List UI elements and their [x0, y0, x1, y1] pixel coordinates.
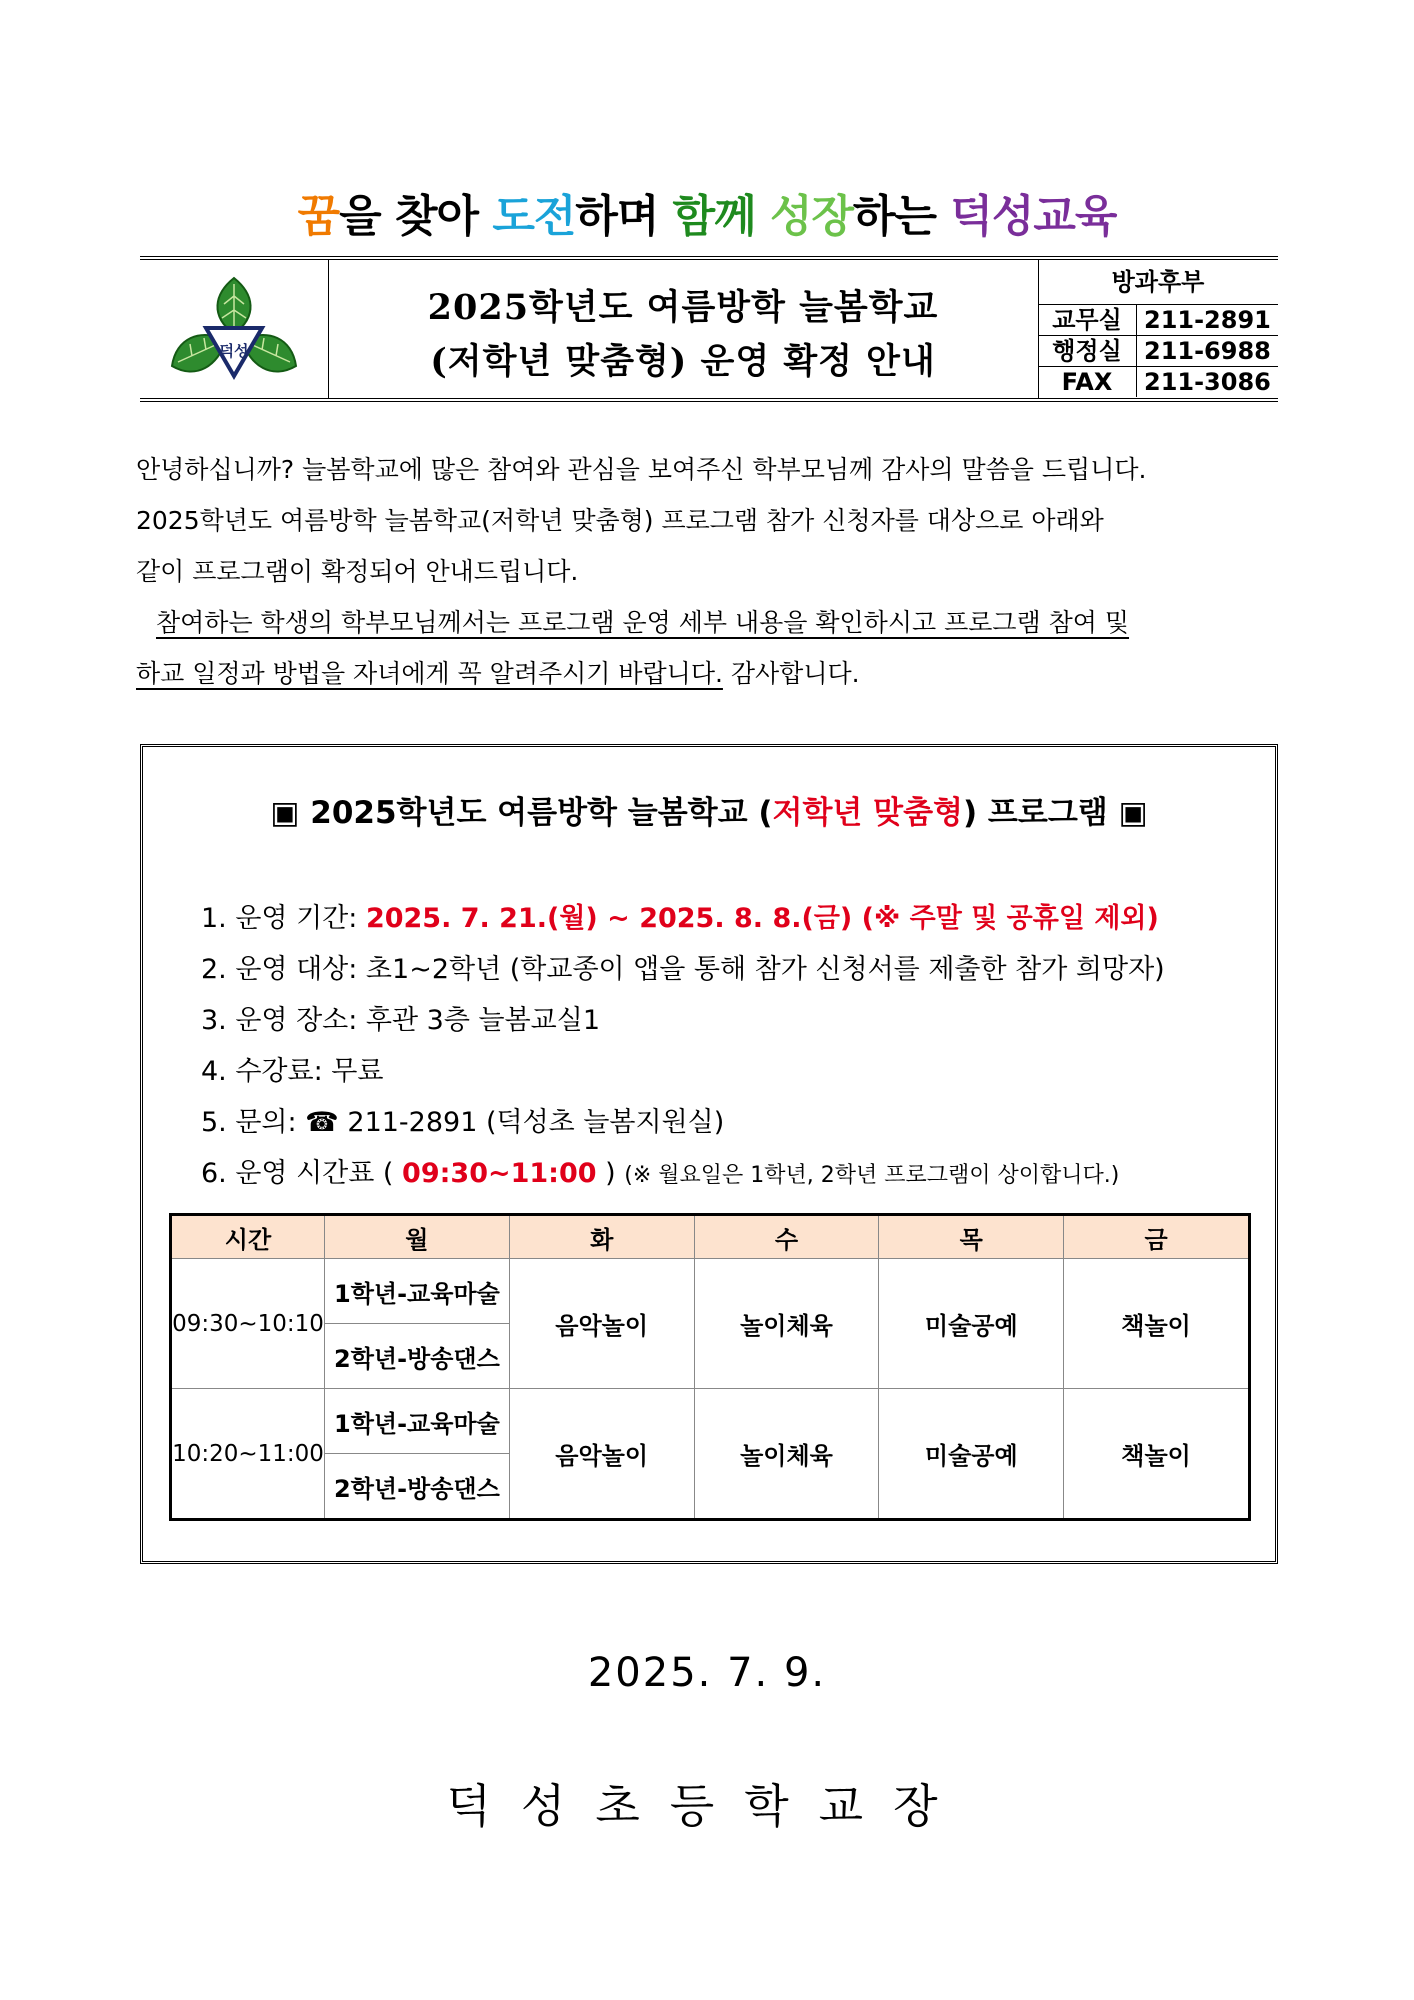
list-item: 3. 운영 장소: 후관 3층 늘봄교실1 [201, 1005, 601, 1036]
list-item: 5. 문의: ☎ 211-2891 (덕성초 늘봄지원실) [201, 1107, 725, 1138]
program-title [143, 787, 1275, 832]
contact-label: 행정실 [1038, 336, 1137, 366]
signer-name: 덕성초등학교장 [446, 1779, 968, 1833]
program-title-highlight: 저학년 맞춤형 [772, 795, 963, 831]
column-header: 월 [324, 1215, 509, 1259]
list-item [201, 893, 1165, 944]
column-header: 수 [694, 1215, 879, 1259]
timetable-label: 6. 운영 시간표 ( [201, 1158, 403, 1189]
table-row [171, 1389, 1250, 1454]
slogan-part: 을 찾아 [339, 191, 493, 242]
document-header [140, 256, 1278, 402]
paragraph-notice-line2: 같이 프로그램이 확정되어 안내드립니다. [136, 557, 579, 586]
wednesday-cell: 놀이체육 [694, 1259, 879, 1389]
friday-cell: 책놀이 [1064, 1389, 1250, 1520]
school-slogan [0, 180, 1414, 244]
contact-label: 교무실 [1038, 305, 1137, 335]
list-item: 2. 운영 대상: 초1~2학년 (학교종이 앱을 통해 참가 신청서를 제출한 참가 희망자) [201, 954, 1165, 985]
timetable-note: (※ 월요일은 1학년, 2학년 프로그램이 상이합니다.) [624, 1163, 1120, 1188]
school-emblem-icon [166, 276, 302, 386]
timetable-close: ) [596, 1158, 625, 1189]
thanks-text: 감사합니다. [722, 659, 860, 688]
column-header: 금 [1064, 1215, 1250, 1259]
tuesday-cell: 음악놀이 [509, 1389, 694, 1520]
monday-cell: 2학년-방송댄스 [324, 1454, 509, 1520]
timetable-time: 09:30~11:00 [402, 1158, 597, 1189]
department-name: 방과후부 [1111, 268, 1205, 296]
slogan-part: 함께 [672, 191, 756, 242]
contact-number: 211-2891 [1144, 306, 1271, 334]
slogan-part: 하며 [575, 191, 673, 242]
monday-cell: 2학년-방송댄스 [324, 1324, 509, 1389]
tuesday-cell: 음악놀이 [509, 1259, 694, 1389]
contact-row [1038, 366, 1278, 397]
schedule-table [169, 1213, 1251, 1521]
contact-number: 211-3086 [1144, 368, 1271, 396]
column-header: 시간 [171, 1215, 325, 1259]
program-title-post: ) 프로그램 ▣ [962, 795, 1148, 831]
contact-label: FAX [1038, 367, 1137, 397]
monday-cell: 1학년-교육마술 [324, 1259, 509, 1324]
contact-info [1038, 260, 1278, 398]
document-title [328, 260, 1039, 398]
paragraph-request-line1 [156, 597, 1302, 648]
title-line-2: (저학년 맞춤형) 운영 확정 안내 [430, 341, 936, 382]
program-title-pre: ▣ 2025학년도 여름방학 늘봄학교 ( [270, 795, 773, 831]
thursday-cell: 미술공예 [879, 1259, 1064, 1389]
slogan-part: 성장 [770, 191, 854, 242]
list-item: 4. 수강료: 무료 [201, 1056, 384, 1087]
slogan-part: 도전 [492, 191, 576, 242]
program-box [140, 744, 1278, 1564]
time-cell: 10:20~11:00 [171, 1389, 325, 1520]
period-label: 1. 운영 기간: [201, 903, 366, 934]
paragraph-request-line2 [136, 648, 1282, 699]
document-date: 2025. 7. 9. [587, 1650, 827, 1696]
slogan-part [756, 191, 770, 242]
period-value: 2025. 7. 21.(월) ~ 2025. 8. 8.(금) (※ 주말 및 공휴일 제외) [365, 903, 1159, 934]
slogan-part: 꿈 [297, 191, 340, 242]
table-header-row [171, 1215, 1250, 1259]
column-header: 목 [879, 1215, 1064, 1259]
contact-row [1038, 304, 1278, 335]
contact-number: 211-6988 [1144, 337, 1271, 365]
program-details-list [201, 893, 1165, 1199]
paragraph-notice-line1: 2025학년도 여름방학 늘봄학교(저학년 맞춤형) 프로그램 참가 신청자를 대상으로 아래와 [136, 506, 1104, 535]
friday-cell: 책놀이 [1064, 1259, 1250, 1389]
slogan-part: 덕성교육 [950, 191, 1117, 242]
table-row [171, 1259, 1250, 1324]
request-underlined-2: 하교 일정과 방법을 자녀에게 꼭 알려주시기 바랍니다. [136, 659, 723, 688]
slogan-part: 하는 [853, 191, 951, 242]
monday-cell: 1학년-교육마술 [324, 1389, 509, 1454]
emblem-text: 덕성 [219, 342, 249, 360]
title-line-1: 2025학년도 여름방학 늘봄학교 [427, 287, 939, 328]
logo-cell [140, 260, 329, 398]
thursday-cell: 미술공예 [879, 1389, 1064, 1520]
list-item [201, 1148, 1165, 1199]
paragraph-greeting: 안녕하십니까? 늘봄학교에 많은 참여와 관심을 보여주신 학부모님께 감사의 말씀을 드립니다. [136, 455, 1147, 484]
request-underlined-1: 참여하는 학생의 학부모님께서는 프로그램 운영 세부 내용을 확인하시고 프로그램 참여 및 [156, 608, 1130, 637]
column-header: 화 [509, 1215, 694, 1259]
wednesday-cell: 놀이체육 [694, 1389, 879, 1520]
contact-row [1038, 335, 1278, 366]
time-cell: 09:30~10:10 [171, 1259, 325, 1389]
